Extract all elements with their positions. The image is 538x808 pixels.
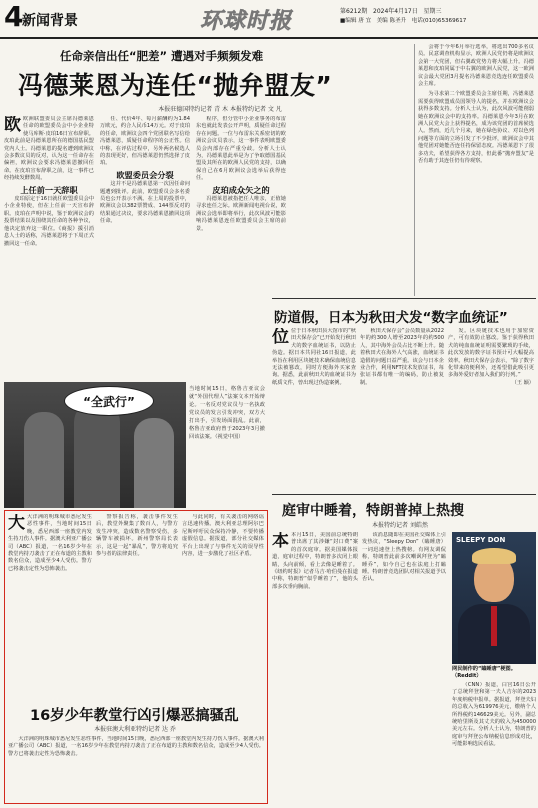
photo-caption: 网民制作的“瞌睡唐”梗图。（Reddit）: [452, 666, 516, 679]
editor-info: [340, 16, 466, 24]
story2-top-rule: [272, 298, 536, 299]
story1-byline: 本报驻德国特约记者 青 木 本报特约记者 文 凡: [158, 106, 282, 113]
quote-caption-panel: [186, 382, 268, 508]
story1-col2-text: 任、代价4年、每月薪酬约为1.84万欧元，约合人民币14万元。对于皮珀的任命，欧洲议会四个党团联名写信给冯德莱恩，质疑任命程序的公正性。信中称，在评估过程中，另外两名候选人的表现更好，但冯德莱恩仍然选择了皮珀。: [100, 116, 190, 167]
page-header: [0, 0, 538, 40]
photo-figure: [24, 412, 64, 508]
portrait-hair: [472, 548, 516, 564]
portrait-tie: [491, 606, 497, 646]
story4-byline: 本报驻澳大利亚特约记者 达 乔: [94, 726, 176, 733]
issue-weekday: 星期三: [423, 8, 442, 15]
story3-col3-text: （CNN）报道，白宫16日公开了总统拜登和第一夫人吉尔的2023年度纳税申报单。据报道，拜登夫妇的总收入为619976美元，缴纳个人所得税约146629美元。另外，副总统哈里斯及其丈夫的收入为450000美元左右。分析人士认为，特朗普的庭审与拜登公布纳税信息形成对比，可能影响选民看法。: [452, 682, 536, 748]
story4-column-1: [8, 514, 92, 694]
story1-col3-text: 程序，但分管中小企业事务的布雷东也就此发表公开声明，质疑任命过程存在问题。一位与布雷东关系密切的欧洲议会议员表示，这一事件表明欧盟委员会内部存在严重分歧。分析人士认为，冯德莱恩此举是为了争取德国基民盟及其所在的欧洲人民党的支持，以确保自己在6月欧洲议会选举后获得连任。: [196, 116, 286, 182]
column-divider: [414, 44, 415, 296]
story3-column-3: [452, 682, 536, 804]
brawl-photo: [4, 382, 268, 508]
quote-body: 当地时间15日，格鲁吉亚议会就“外国代理人”法案文本开始辩论。一名反对党议员与一名执政党议员的发言引发冲突，双方大打出手，引发场面混乱。此前，格鲁吉亚政府曾于2023年3月撤回该法案。（视觉中国）: [189, 386, 265, 440]
issue-date: 2024年4月17日: [373, 8, 418, 15]
dropcap: 本: [272, 532, 289, 551]
story3-top-rule: [272, 494, 536, 495]
story1-column-1: [4, 116, 94, 378]
story1-kicker: 任命亲信出任“肥差” 遭遇对手频频发难: [60, 49, 264, 63]
story4-column-2: [96, 514, 178, 694]
page-number: 4: [4, 0, 24, 33]
story3-col2-text: 该消息随即在美国社交媒体上引发热议，“Sleepy Don”（瞌睡唐）一词迅速登上热搜榜。有网友调侃称，特朗普此前多次嘲讽拜登为“瞌睡乔”，如今自己也在法庭上打瞌睡。特朗普竞选团队对相关报道予以否认。: [362, 532, 446, 583]
subhead-2: 欧盟委员会分裂: [116, 169, 174, 180]
sleepy-don-photo: [452, 532, 536, 664]
story1-col4b-text: 为寻求第二个欧盟委员会主席任期，冯德莱恩需要获得欧盟成员国领导人的提名，并在欧洲议会获得多数支持。分析人士认为，此次风波可能削弱她在欧洲议会中的支持率。冯德莱恩今年3月在欧洲人民党大会上获得提名，成为该党团的首席候选人。然而，近几个月来，她在绿色协议、对以色列问题等方面的立场引发了不少批评，欧洲议会中其他党团对她能否连任持保留态度。冯德莱恩下了很多功夫，希望获得各方支持，但此番“抛弃盟友”是否有助于其连任仍有待观察。: [418, 91, 534, 165]
story1-col4-text: 会将于今年6月举行选举，将选出700多名议员。民意调查机构显示，欧洲人民党仍将是欧洲议会第一大党团，但右翼政党势力将大幅上升。冯德莱恩和皮珀同属于中右翼的欧洲人民党，这一欧洲议会最大党团3月提名冯德莱恩竞选连任欧盟委员会主席。: [418, 44, 534, 88]
story4-col3-text: 与此同时，有关袭击的网络谣言迅速传播。澳大利亚总理阿尔巴尼斯呼吁民众保持冷静，不要传播虚假信息。据报道，部分社交媒体平台上出现了与事件无关的误导性内容，进一步激化了社区矛盾。: [182, 514, 264, 558]
story4-lower-text: [8, 736, 264, 800]
story2-credit: （王 颖）: [511, 379, 534, 386]
dropcap: 大: [8, 514, 25, 533]
masthead-logo: 环球时报: [200, 8, 293, 34]
editor: ■编辑 唐 宜: [340, 18, 372, 24]
header-rule: [0, 37, 538, 39]
photo-figure: [134, 418, 174, 508]
issue-number: 第6212期: [340, 8, 368, 15]
designer: 美编 陈圣升: [376, 18, 407, 24]
story2-col3-text: 发。区块链技术也用于加密资产，可有效防止篡改。鉴于获得秋田犬的纯血血统证明需要繁琐的手续，此次发放的数字证书预计可大幅提高效率。秋田犬保存会表示，“除了数字化带来的便利外，还希望借此吸引更多海外爱好者加入我们的行列。”: [448, 328, 534, 379]
story3-byline: 本报特约记者 刘皓然: [372, 522, 428, 529]
story1-col1-text: 欧洲联盟委员会主席冯德莱恩任命的欧盟委员会中小企业特使马库斯·皮珀16日宣布辞职。皮珀此前是冯德莱恩所在的德国基民盟党内人士。冯德莱恩的提名遭到欧洲议会多数议员的反对，认为这一任命存在偏袒，欧洲议会要求冯德莱恩撤回任命。在皮珀宣布辞职之前，这一事件已经持续发酵数周。: [4, 116, 94, 182]
story1-right-column: [418, 44, 534, 294]
section-title: 新闻背景: [22, 13, 78, 29]
story2-col1-text: 位于日本秋田县大馆市的“秋田犬保存会”已开始发行秋田犬的数字血统证书，以防止伪造。据日本共同社16日报道，此举旨在利用区块链技术确保血统信息无法被篡改，同时方便海外买家查询。据悉，此前秋田犬的血统证书为纸质文件，曾出现过伪造案例。: [272, 328, 356, 386]
story1-headline: 冯德莱恩为连任“抛弁盟友”: [18, 71, 333, 100]
quote-label-box: [64, 386, 154, 416]
story1-col1b-text: 皮珀原定于16日就任欧盟委员会中小企业特使，但在上任前一天宣布辞职。皮珀在声明中说，鉴于欧洲议会的投票结果以及围绕其任命的各种争议，他决定放弃这一职位。《商报》援引消息人士的话称，冯德莱恩将于下周正式撤回这一任命。: [4, 196, 94, 247]
subhead-1: 上任前一天辞职: [20, 184, 78, 195]
story3-column-1: [272, 532, 358, 804]
story4-headline: 16岁少年教堂行凶引爆恶搞骚乱: [30, 708, 239, 724]
photo-label: SLEEPY DON: [456, 536, 506, 544]
subhead-3: 皮珀成众矢之的: [212, 184, 270, 195]
dropcap: 欧: [4, 116, 21, 135]
story2-headline: 防道假，日本为秋田犬发“数字血统证”: [274, 310, 508, 326]
story4-lower-text-body: 大洋洲的明珠城市悉尼发生恶性事件，当地时间15日晚，悉尼西部一座教堂内发生持刀伤人事件。据澳大利亚广播公司（ABC）报道，一名16岁少年在教堂内持刀袭击了正在布道的主教和数名信众，造成至少4人受伤。警方已将袭击定性为恐怖袭击。: [8, 736, 264, 757]
story3-headline: 庭审中睡着，特朗普掉上热搜: [282, 503, 464, 519]
story2-col2-text: 秋田犬保存会”会员数量从2022年的约300人增至2023年的约500人，其中海外会员占比不断上升。随着秋田犬在海外人气高涨，血统证书造假的问题日益严重。该会与日本企业合作，利用NFT技术发放证书，每张证书都有唯一的编码，防止被复制。: [360, 328, 444, 386]
story4-column-3: [182, 514, 264, 694]
story3-column-2: [362, 532, 446, 804]
story2-column-2: [360, 328, 444, 490]
phone: 电话(010)65369617: [411, 18, 467, 24]
story1-col3b-text: 冯德莱恩被指把任人唯亲，正值她寻求连任之际。欧洲新闻电视台说，欧洲议会选举即将举行，此次风波可能影响冯德莱恩连任欧盟委员会主席的前景。: [196, 196, 286, 232]
story2-column-1: [272, 328, 356, 490]
story4-col2-text: 警察报告称，袭击事件发生后，教堂外聚集了数百人，与警方发生冲突，造成数名警察受伤，多辆警车被损坏。新州警察局长表示，这是一起“暴乱”，警方将追究参与者的法律责任。: [96, 514, 178, 558]
story2-column-3: [448, 328, 534, 490]
issue-info: [340, 6, 442, 15]
dropcap: 位: [272, 328, 289, 347]
photo-figure: [74, 402, 120, 508]
story1-column-2: [100, 116, 190, 378]
story4-col1-text: 大洋洲的明珠城市悉尼发生恶性事件，当地时间15日晚，悉尼西部一座教堂内发生持刀伤人事件。据澳大利亚广播公司（ABC）报道，一名16岁少年在教堂内持刀袭击了正在布道的主教和数名信众，造成至少4人受伤。警方已将袭击定性为恐怖袭击。: [8, 514, 92, 572]
story1-col2b-text: 这并不是冯德莱恩第一次因任命问题遭到批评。此前，欧盟委员会多名委员也公开表示不满。在上周的投票中，欧洲议会以382票赞成、144票反对的结果通过决议，要求冯德莱恩撤回这项任命。: [100, 181, 190, 225]
quote-label: “全武行”: [83, 394, 135, 409]
story3-col1-text: 本月15日，美国前总统特朗普出席了其涉嫌“封口费”案的首次庭审。据美国媒体报道，庭审过程中，特朗普多次闭上眼睛，头向前倾，看上去像是睡着了。《纽约时报》记者马吉·哈伯曼在报道中称，特朗普“似乎睡着了”，他的头部多次垂向胸前。: [272, 532, 358, 590]
